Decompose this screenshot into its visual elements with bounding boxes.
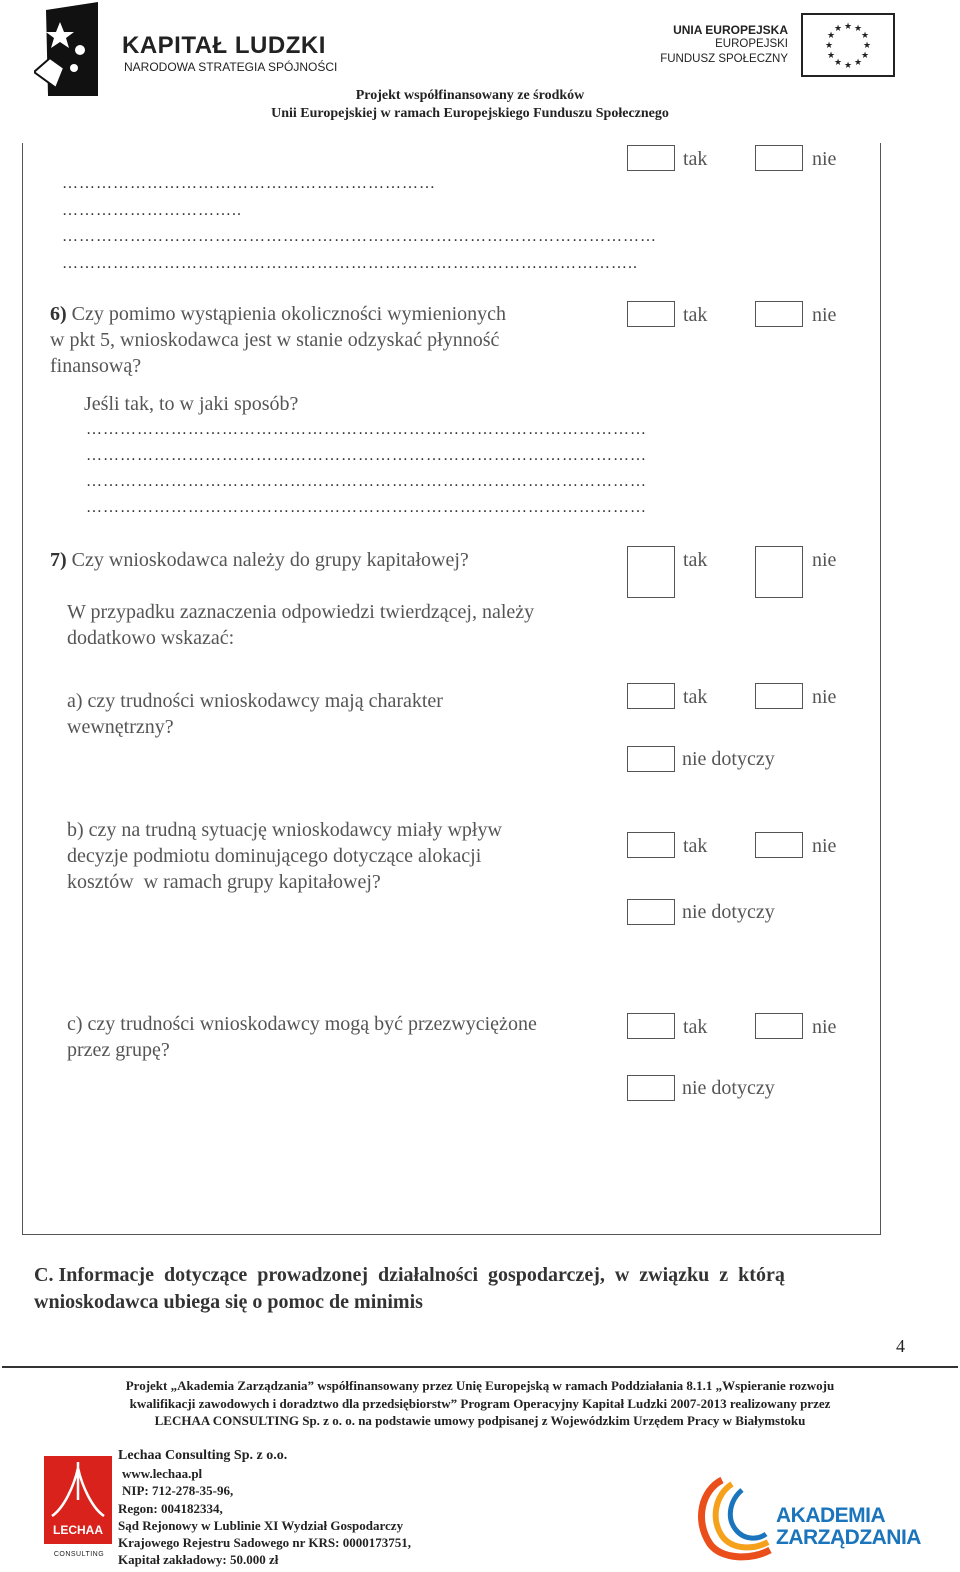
answer-dots[interactable]: …………………………………………………………………………………………… bbox=[62, 228, 657, 245]
checkbox-q6-tak[interactable] bbox=[627, 301, 675, 327]
eu-line1: UNIA EUROPEJSKA bbox=[673, 23, 788, 37]
checkbox-q7c-nie[interactable] bbox=[755, 1013, 803, 1039]
section-c-label: C. bbox=[34, 1264, 54, 1286]
question-7b-l1: b) czy na trudną sytuację wnioskodawcy miały wpływ bbox=[67, 819, 502, 841]
answer-dots[interactable]: ……………………………………………………………………………………… bbox=[86, 473, 647, 490]
address-line5: Sąd Rejonowy w Lublinie XI Wydział Gospodarczy bbox=[118, 1518, 404, 1533]
svg-text:★: ★ bbox=[833, 24, 843, 34]
question-7-text: Czy wnioskodawca należy do grupy kapitałowej? bbox=[66, 549, 469, 571]
checkbox-q7a-tak[interactable] bbox=[627, 683, 675, 709]
question-6 bbox=[50, 301, 610, 379]
lechaa-logo bbox=[44, 1456, 112, 1544]
section-c-text-l2: wnioskodawca ubiega się o pomoc de minimis bbox=[34, 1291, 423, 1313]
question-7c bbox=[67, 1011, 617, 1063]
lechaa-logo-sub: CONSULTING bbox=[53, 1551, 105, 1558]
question-7b-l2: decyzje podmiotu dominującego dotyczące alokacji bbox=[67, 845, 482, 867]
lechaa-logo-text: LECHAA bbox=[53, 1523, 103, 1537]
checkbox-q7-tak[interactable] bbox=[627, 546, 675, 598]
option-label-nie-dotyczy: nie dotyczy bbox=[682, 748, 775, 770]
footer-line1: Projekt „Akademia Zarządzania” współfinansowany przez Unię Europejską w ramach Poddziałania 8.1.1 „Wspieranie rozwoju bbox=[125, 1378, 835, 1393]
svg-text:★: ★ bbox=[862, 41, 872, 51]
logo-left-subtitle: NARODOWA STRATEGIA SPÓJNOŚCI bbox=[124, 60, 338, 74]
question-7-note-l1: W przypadku zaznaczenia odpowiedzi twierdzącej, należy bbox=[67, 601, 535, 623]
answer-dots[interactable]: ………………………………………………………… bbox=[62, 175, 436, 192]
question-7a-l1: a) czy trudności wnioskodawcy mają charakter bbox=[67, 690, 443, 712]
question-6-followup: Jeśli tak, to w jaki sposób? bbox=[84, 393, 299, 415]
akademia-text-l1: AKADEMIA bbox=[776, 1504, 886, 1527]
svg-text:★: ★ bbox=[833, 58, 843, 68]
address-line3: NIP: 712-278-35-96, bbox=[122, 1483, 234, 1498]
option-label-tak: tak bbox=[683, 835, 708, 857]
option-label-tak: tak bbox=[683, 1016, 708, 1038]
svg-text:★: ★ bbox=[860, 31, 870, 41]
option-label-nie-dotyczy: nie dotyczy bbox=[682, 901, 775, 923]
question-7a-l2: wewnętrzny? bbox=[67, 716, 174, 738]
question-6-text-l2: w pkt 5, wnioskodawca jest w stanie odzyskać płynność bbox=[50, 329, 500, 351]
answer-dots[interactable]: ……………………………………………………………………………………… bbox=[86, 421, 647, 438]
option-label-nie: nie bbox=[812, 304, 837, 326]
checkbox-q7b-na[interactable] bbox=[627, 899, 675, 925]
checkbox-q7-nie[interactable] bbox=[755, 546, 803, 598]
question-6-text-l3: finansową? bbox=[50, 355, 142, 377]
question-7b bbox=[67, 817, 607, 895]
akademia-text-l2: ZARZĄDZANIA bbox=[776, 1526, 921, 1549]
question-7a bbox=[67, 688, 607, 740]
address-line4: Regon: 004182334, bbox=[118, 1501, 223, 1516]
footer-line3: LECHAA CONSULTING Sp. z o. o. na podstawie umowy podpisanej z Wojewódzkim Urzędem Pracy w Białymstoku bbox=[154, 1413, 806, 1428]
eu-line2: EUROPEJSKI bbox=[715, 38, 788, 50]
logo-left-title: KAPITAŁ LUDZKI bbox=[122, 32, 326, 59]
eu-line3: FUNDUSZ SPOŁECZNY bbox=[660, 53, 788, 65]
option-label-nie: nie bbox=[812, 686, 837, 708]
address-line6: Krajowego Rejestru Sadowego nr KRS: 0000173751, bbox=[118, 1535, 411, 1550]
answer-dots[interactable]: ……………………………………………………………………………………… bbox=[86, 499, 647, 516]
question-7c-l1: c) czy trudności wnioskodawcy mogą być przezwyciężone bbox=[67, 1013, 537, 1035]
checkbox-q6-nie[interactable] bbox=[755, 301, 803, 327]
answer-dots[interactable]: ……………………………………………………………………………………… bbox=[86, 447, 647, 464]
question-7 bbox=[50, 547, 610, 573]
cofinance-line2: Unii Europejskiej w ramach Europejskiego Funduszu Społecznego bbox=[271, 106, 669, 121]
svg-text:★: ★ bbox=[826, 31, 836, 41]
akademia-globe-icon bbox=[692, 1470, 782, 1562]
eu-flag-icon bbox=[801, 13, 895, 77]
footer-line2: kwalifikacji zawodowych i doradztwo dla przedsiębiorstw” Program Operacyjny Kapitał Ludzki 2007-2013 realizowany przez bbox=[129, 1396, 831, 1411]
svg-text:★: ★ bbox=[853, 58, 863, 68]
option-label-tak: tak bbox=[683, 686, 708, 708]
question-6-number: 6) bbox=[50, 303, 67, 325]
svg-text:★: ★ bbox=[860, 51, 870, 61]
checkbox-q7a-na[interactable] bbox=[627, 746, 675, 772]
checkbox-q7a-nie[interactable] bbox=[755, 683, 803, 709]
address-line2[interactable]: www.lechaa.pl bbox=[122, 1466, 203, 1481]
svg-text:★: ★ bbox=[843, 22, 853, 32]
option-label-tak: tak bbox=[683, 304, 708, 326]
question-7b-l3: kosztów w ramach grupy kapitałowej? bbox=[67, 871, 381, 893]
section-c-text-l1: Informacje dotyczące prowadzonej działalności gospodarczej, w związku z którą bbox=[58, 1264, 785, 1286]
question-7-note-l2: dodatkowo wskazać: bbox=[67, 627, 235, 649]
option-label-nie: nie bbox=[812, 835, 837, 857]
option-label-tak: tak bbox=[683, 148, 708, 170]
option-label-nie: nie bbox=[812, 148, 837, 170]
checkbox-q7c-na[interactable] bbox=[627, 1075, 675, 1101]
svg-text:★: ★ bbox=[843, 61, 853, 71]
svg-text:★: ★ bbox=[853, 24, 863, 34]
answer-dots[interactable]: ………………………….. bbox=[62, 202, 242, 219]
address-line1: Lechaa Consulting Sp. z o.o. bbox=[118, 1448, 288, 1463]
checkbox-q7c-tak[interactable] bbox=[627, 1013, 675, 1039]
question-7-note bbox=[67, 599, 607, 651]
question-7c-l2: przez grupę? bbox=[67, 1039, 170, 1061]
option-label-nie-dotyczy: nie dotyczy bbox=[682, 1077, 775, 1099]
checkbox-top-tak[interactable] bbox=[627, 145, 675, 171]
section-c-heading bbox=[34, 1262, 908, 1316]
cofinance-line1: Projekt współfinansowany ze środków bbox=[355, 88, 585, 103]
question-7-number: 7) bbox=[50, 549, 67, 571]
answer-dots[interactable]: ………………………………………………………………………….…………….. bbox=[62, 255, 638, 272]
kapital-ludzki-logo-icon bbox=[34, 2, 100, 96]
option-label-nie: nie bbox=[812, 1016, 837, 1038]
akademia-zarzadzania-logo bbox=[692, 1470, 922, 1562]
option-label-tak: tak bbox=[683, 549, 708, 571]
checkbox-q7b-tak[interactable] bbox=[627, 832, 675, 858]
option-label-nie: nie bbox=[812, 549, 837, 571]
question-6-text-l1: Czy pomimo wystąpienia okoliczności wymienionych bbox=[66, 303, 507, 325]
address-line7: Kapitał zakładowy: 50.000 zł bbox=[118, 1552, 279, 1567]
checkbox-top-nie[interactable] bbox=[755, 145, 803, 171]
svg-text:★: ★ bbox=[826, 51, 836, 61]
svg-text:★: ★ bbox=[824, 41, 834, 51]
page-number: 4 bbox=[896, 1336, 905, 1356]
footer-divider bbox=[2, 1366, 958, 1368]
checkbox-q7b-nie[interactable] bbox=[755, 832, 803, 858]
header bbox=[0, 0, 960, 130]
